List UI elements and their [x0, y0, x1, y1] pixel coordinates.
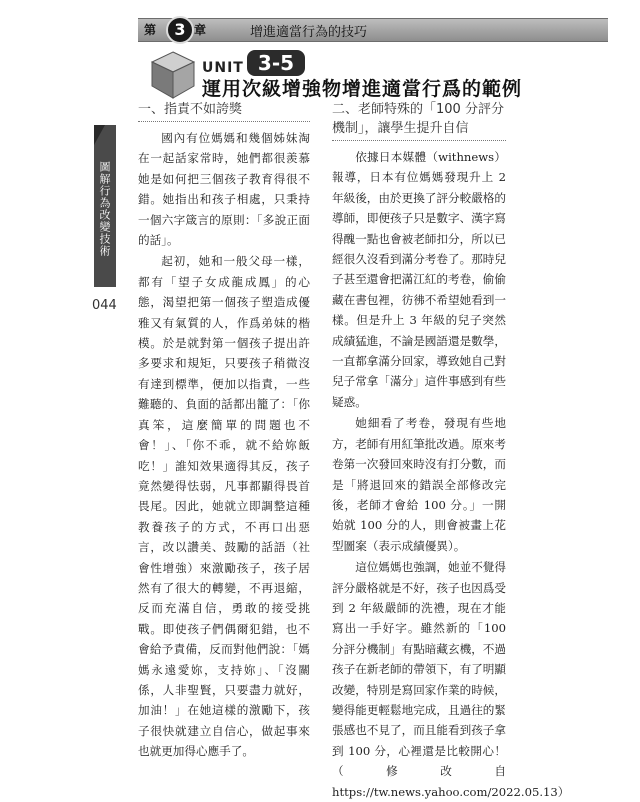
book-title-vertical: 圖解行為改變技術 [98, 161, 111, 257]
section-title-100-point: 二、老師特殊的「100 分評分機制」，讓學生提升自信 [332, 100, 506, 141]
chapter-header-bar [138, 18, 608, 42]
unit-label: UNIT [202, 60, 244, 76]
section-title-praise: 一、指責不如誇獎 [138, 100, 310, 122]
paragraph: 國內有位媽媽和幾個姊妹淘在一起話家常時，她們都很羨慕她是如何把三個孩子教育得很不錯。她指出和孩子相處，只秉持一個六字箴言的原則：「多說正面的話」。 [138, 131, 310, 248]
right-column [332, 100, 570, 802]
unit-number-badge: 3-5 [247, 50, 305, 76]
book-side-tab [94, 125, 116, 287]
page-number: 044 [92, 298, 117, 313]
cube-icon [150, 50, 196, 100]
tab-notch [94, 125, 116, 145]
chapter-suffix: 章 [194, 23, 207, 37]
paragraph: 這位媽媽也強調，她並不覺得評分嚴格就是不好，孩子也因爲受到 2 年級嚴師的洗禮，現在才能寫出一手好字。雖然新的「100 分評分機制」有點暗藏玄機，不過孩子在新老師的帶領下，有了明顯改變，特別是寫回家作業的時候，變得能更輕鬆地完成，且過往的緊張感也不見了，而且能看到孩子拿到 100 分，心裡還是比較開心！（修改自 https://tw.news.yahoo.com/2022.05.13） [332, 560, 570, 799]
chapter-prefix: 第 [144, 23, 157, 37]
paragraph: 起初，她和一般父母一樣，都有「望子女成龍成鳳」的心態，渴望把第一個孩子塑造成優雅又有氣質的人，作爲弟妹的楷模。於是就對第一個孩子提出許多要求和規矩，只要孩子稍微沒有達到標準，便加以指責，一些難聽的、負面的話都出籠了：「你真笨，這麼簡單的問題也不會！」、「你不乖，就不給妳飯吃！」誰知效果適得其反，孩子竟然變得怯弱，凡事都顯得畏首畏尾。因此，她就立即調整這種教養孩子的方式，不再口出惡言，改以讚美、鼓勵的話語（社會性增強）來激勵孩子，孩子居然有了很大的轉變，不再退縮，反而充滿自信，勇敢的接受挑戰。即使孩子們偶爾犯錯，也不會給予責備，反而對他們說：「媽媽永遠愛妳，支持妳」、「沒關係，人非聖賢，只要盡力就好，加油！」在她這樣的激勵下，孩子很快就建立自信心，做起事來也就更加得心應手了。 [138, 254, 310, 759]
paragraph: 依據日本媒體（withnews）報導，日本有位媽媽發現升上 2 年級後，由於更換了評分較嚴格的導師，即便孩子只是數字、漢字寫得醜一點也會被老師扣分，所以已經很久沒看到滿分考卷了。那時兒子甚至還會把滿江紅的考卷，偷偷藏在書包裡，彷彿不希望她看到一樣。但是升上 3 年級的兒子突然成績猛進，不論是國語還是數學，一直都拿滿分回家，導致她自己對兒子常拿「滿分」這件事感到有些疑惑。 [332, 150, 506, 409]
chapter-title: 增進適當行為的技巧 [250, 25, 368, 40]
chapter-number-badge: 3 [166, 16, 194, 44]
unit-title: 運用次級增強物增進適當行爲的範例 [202, 78, 523, 100]
paragraph: 她細看了考卷，發現有些地方，老師有用紅筆批改過。原來考卷第一次發回來時沒有打分數，而是「將退回來的錯誤全部修改完後，老師才會給 100 分。」一開始就 100 分的人，則會被畫上花型圖案（表示成績優異）。 [332, 416, 506, 553]
left-column [138, 100, 310, 762]
